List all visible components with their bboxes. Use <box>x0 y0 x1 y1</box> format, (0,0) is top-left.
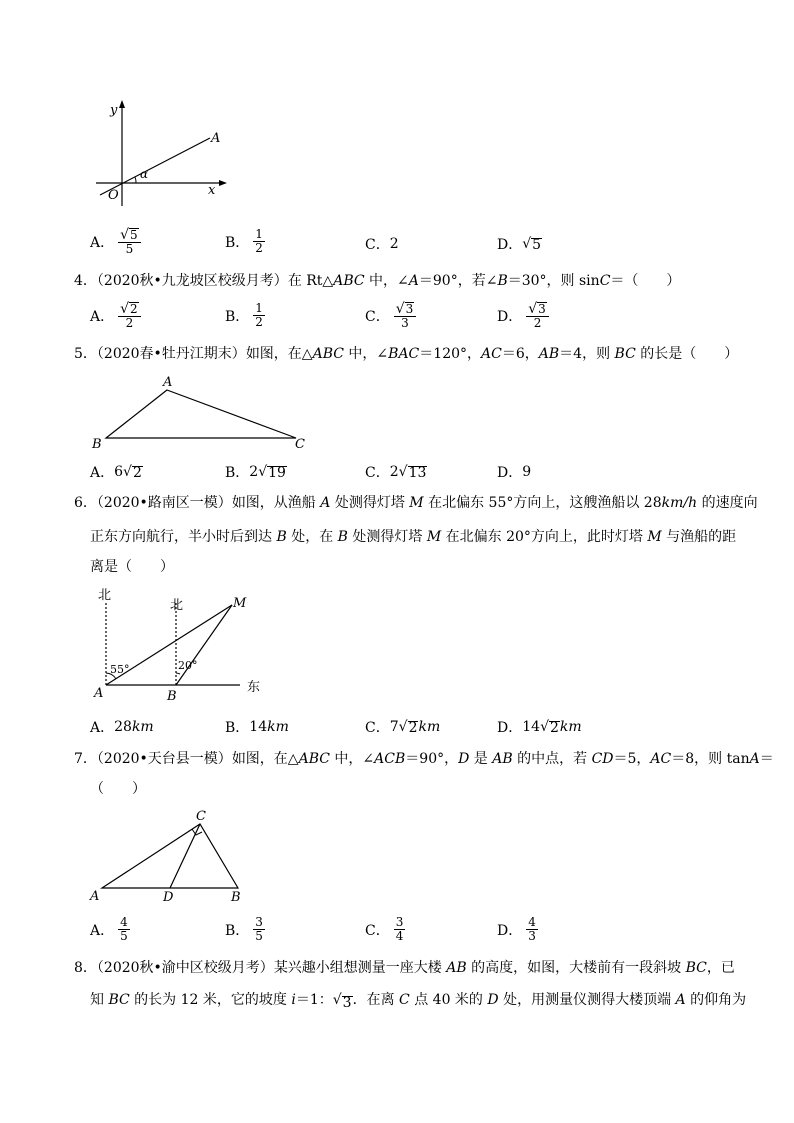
line-bm <box>176 605 232 685</box>
vertex-a-label: A <box>90 889 100 904</box>
q5-option-b[interactable]: B． 2 √ 19 <box>225 464 286 481</box>
q7-figure <box>88 808 258 906</box>
vertex-c-label: C <box>196 809 206 824</box>
q6-stem-line2: 正东方向航行，半小时后到达 B 处，在 B 处测得灯塔 M 在北偏东 20°方向上，此时灯塔 M 与渔船的距 <box>90 529 737 545</box>
point-m-label: M <box>233 596 247 611</box>
vertex-a-label: A <box>163 375 173 390</box>
q5-stem: 5．（2020春•牡丹江期末）如图，在△ABC 中，∠BAC＝120°，AC＝6，AB＝4，则 BC 的长是（ ） <box>74 346 739 362</box>
q6-option-a[interactable]: A． 28 km <box>90 719 154 736</box>
angle-55-label: 55° <box>110 663 130 676</box>
arc-20 <box>176 673 180 674</box>
q5-option-d[interactable]: D． 9 <box>497 464 532 481</box>
q7-stem-line1: 7．（2020•天台县一模）如图，在△ABC 中，∠ACB＝90°，D 是 AB 的中点，若 CD＝5，AC＝8，则 tanA＝ <box>74 751 774 767</box>
q4-stem: 4．（2020秋•九龙坡区校级月考）在 Rt△ABC 中，∠A＝90°，若∠B＝30°，则 sinC＝（ ） <box>74 273 681 289</box>
q3-figure <box>88 98 238 208</box>
q4-option-a[interactable]: A． √ 2 2 <box>90 302 141 330</box>
q8-stem-line2: 知 BC 的长为 12 米，它的坡度 i＝1： √ 3 ．在离 C 点 40 米的 D 处，用测量仪测得大楼顶端 A 的仰角为 <box>90 992 747 1011</box>
point-a-label: A <box>94 686 104 701</box>
origin-label: O <box>108 188 119 203</box>
q5-figure <box>88 372 318 452</box>
point-a-label: A <box>211 131 221 146</box>
north-label-a: 北 <box>98 588 112 603</box>
x-axis-arrow <box>219 180 227 186</box>
q6-stem-line3: 离是（ ） <box>90 559 174 575</box>
q6-stem-line1: 6．（2020•路南区一模）如图，从渔船 A 处测得灯塔 M 在北偏东 55°方向上，这艘渔船以 28km/h 的速度向 <box>74 495 758 511</box>
q6-figure <box>88 585 278 707</box>
q6-option-d[interactable]: D． 14 √ 2 km <box>497 719 582 736</box>
point-b-label: B <box>167 689 177 704</box>
triangle-abc <box>106 390 296 438</box>
q7-option-c[interactable]: C． $\frac{3}{4}$ <box>365 915 404 943</box>
q3-option-a[interactable]: A． √ 5 5 <box>90 228 141 256</box>
q3-option-c[interactable]: C． 2 <box>365 236 399 253</box>
north-label-b: 北 <box>170 598 184 613</box>
q6-option-c[interactable]: C． 7 √ 2 km <box>365 719 441 736</box>
q4-option-b[interactable]: B． $\frac{1}{2}$ <box>225 301 263 329</box>
q7-stem-line2: （ ） <box>90 781 146 797</box>
point-d-label: D <box>163 890 174 905</box>
q3-option-d[interactable]: D． √ 5 <box>497 236 542 253</box>
q8-stem-line1: 8．（2020秋•渝中区校级月考）某兴趣小组想测量一座大楼 AB 的高度，如图，大楼前有一段斜坡 BC，已 <box>74 960 735 976</box>
triangle-abc <box>102 824 238 888</box>
line-oa <box>100 138 210 195</box>
q7-option-a[interactable]: A． $\frac{4}{5}$ <box>90 915 128 943</box>
x-label: x <box>208 183 216 198</box>
angle-arc <box>135 177 136 183</box>
q6-option-b[interactable]: B． 14 km <box>225 719 289 736</box>
angle-label: α <box>140 167 149 181</box>
q7-option-b[interactable]: B． $\frac{3}{5}$ <box>225 915 263 943</box>
vertex-b-label: B <box>231 890 241 905</box>
y-label: y <box>110 103 118 118</box>
east-label: 东 <box>247 680 261 695</box>
q4-option-d[interactable]: D． √ 3 2 <box>497 302 549 330</box>
vertex-b-label: B <box>92 437 102 452</box>
angle-20-label: 20° <box>178 659 198 672</box>
q5-option-a[interactable]: A． 6 √ 2 <box>90 464 142 481</box>
q3-option-b[interactable]: B． $\frac{1}{2}$ <box>225 227 263 255</box>
q4-option-c[interactable]: C． √ 3 3 <box>365 302 416 330</box>
y-axis-arrow <box>119 100 125 108</box>
q5-option-c[interactable]: C． 2 √ 13 <box>365 464 427 481</box>
q7-option-d[interactable]: D． $\frac{4}{3}$ <box>497 915 536 943</box>
vertex-c-label: C <box>295 437 305 452</box>
